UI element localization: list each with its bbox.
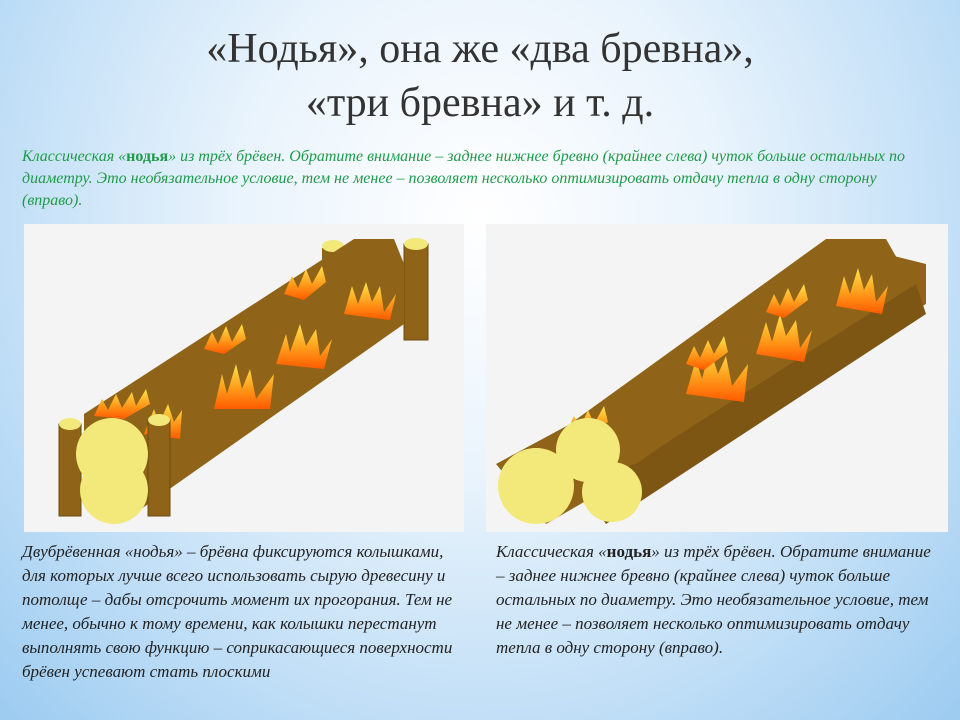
- slide-title: [0, 22, 960, 130]
- title-line-2: «три бревна» и т. д.: [305, 80, 655, 126]
- illustration-two-logs: [24, 224, 464, 532]
- log-end-lower: [80, 456, 148, 524]
- stake-top: [404, 238, 428, 250]
- caption-right-bold: нодья: [606, 542, 652, 561]
- stake-top: [59, 418, 81, 430]
- intro-post: » из трёх брёвен. Обратите внимание – заднее нижнее бревно (крайнее слева) чуток больше остальных по диаметру. Это необязательное условие, тем не менее – позволяет несколько оптимизировать отдачу тепла в одну сторону (вправо).: [22, 148, 905, 209]
- caption-three-logs: [496, 540, 936, 660]
- intro-paragraph: [22, 146, 922, 212]
- three-logs-drawing: [486, 224, 948, 532]
- caption-two-logs: Двубрёвенная «нодья» – брёвна фиксируются колышками, для которых лучше всего использовать сырую древесину и потолще – дабы отсрочить момент их прогорания. Тем не менее, обычно к тому времени, как колышки перестанут выполнять свою функцию – соприкасающиеся поверхности брёвен успевают стать плоскими: [22, 542, 453, 681]
- log-end-top: [556, 418, 620, 482]
- caption-right-post: » из трёх брёвен. Обратите внимание – заднее нижнее бревно (крайнее слева) чуток больше остальных по диаметру. Это необязательное условие, тем не менее – позволяет несколько оптимизировать отдачу тепла в одну сторону (вправо).: [496, 542, 931, 657]
- stake-front-left: [59, 424, 81, 516]
- title-line-1: «Нодья», она же «два бревна»,: [206, 26, 754, 72]
- stake-top: [148, 414, 170, 426]
- caption-right-pre: Классическая «: [496, 542, 607, 561]
- illustration-three-logs: [486, 224, 948, 532]
- two-logs-drawing: [24, 224, 464, 532]
- intro-pre: Классическая «: [22, 148, 127, 165]
- stake-back-right: [404, 244, 428, 340]
- intro-bold: нодья: [126, 148, 169, 165]
- stake-front-right: [148, 420, 170, 516]
